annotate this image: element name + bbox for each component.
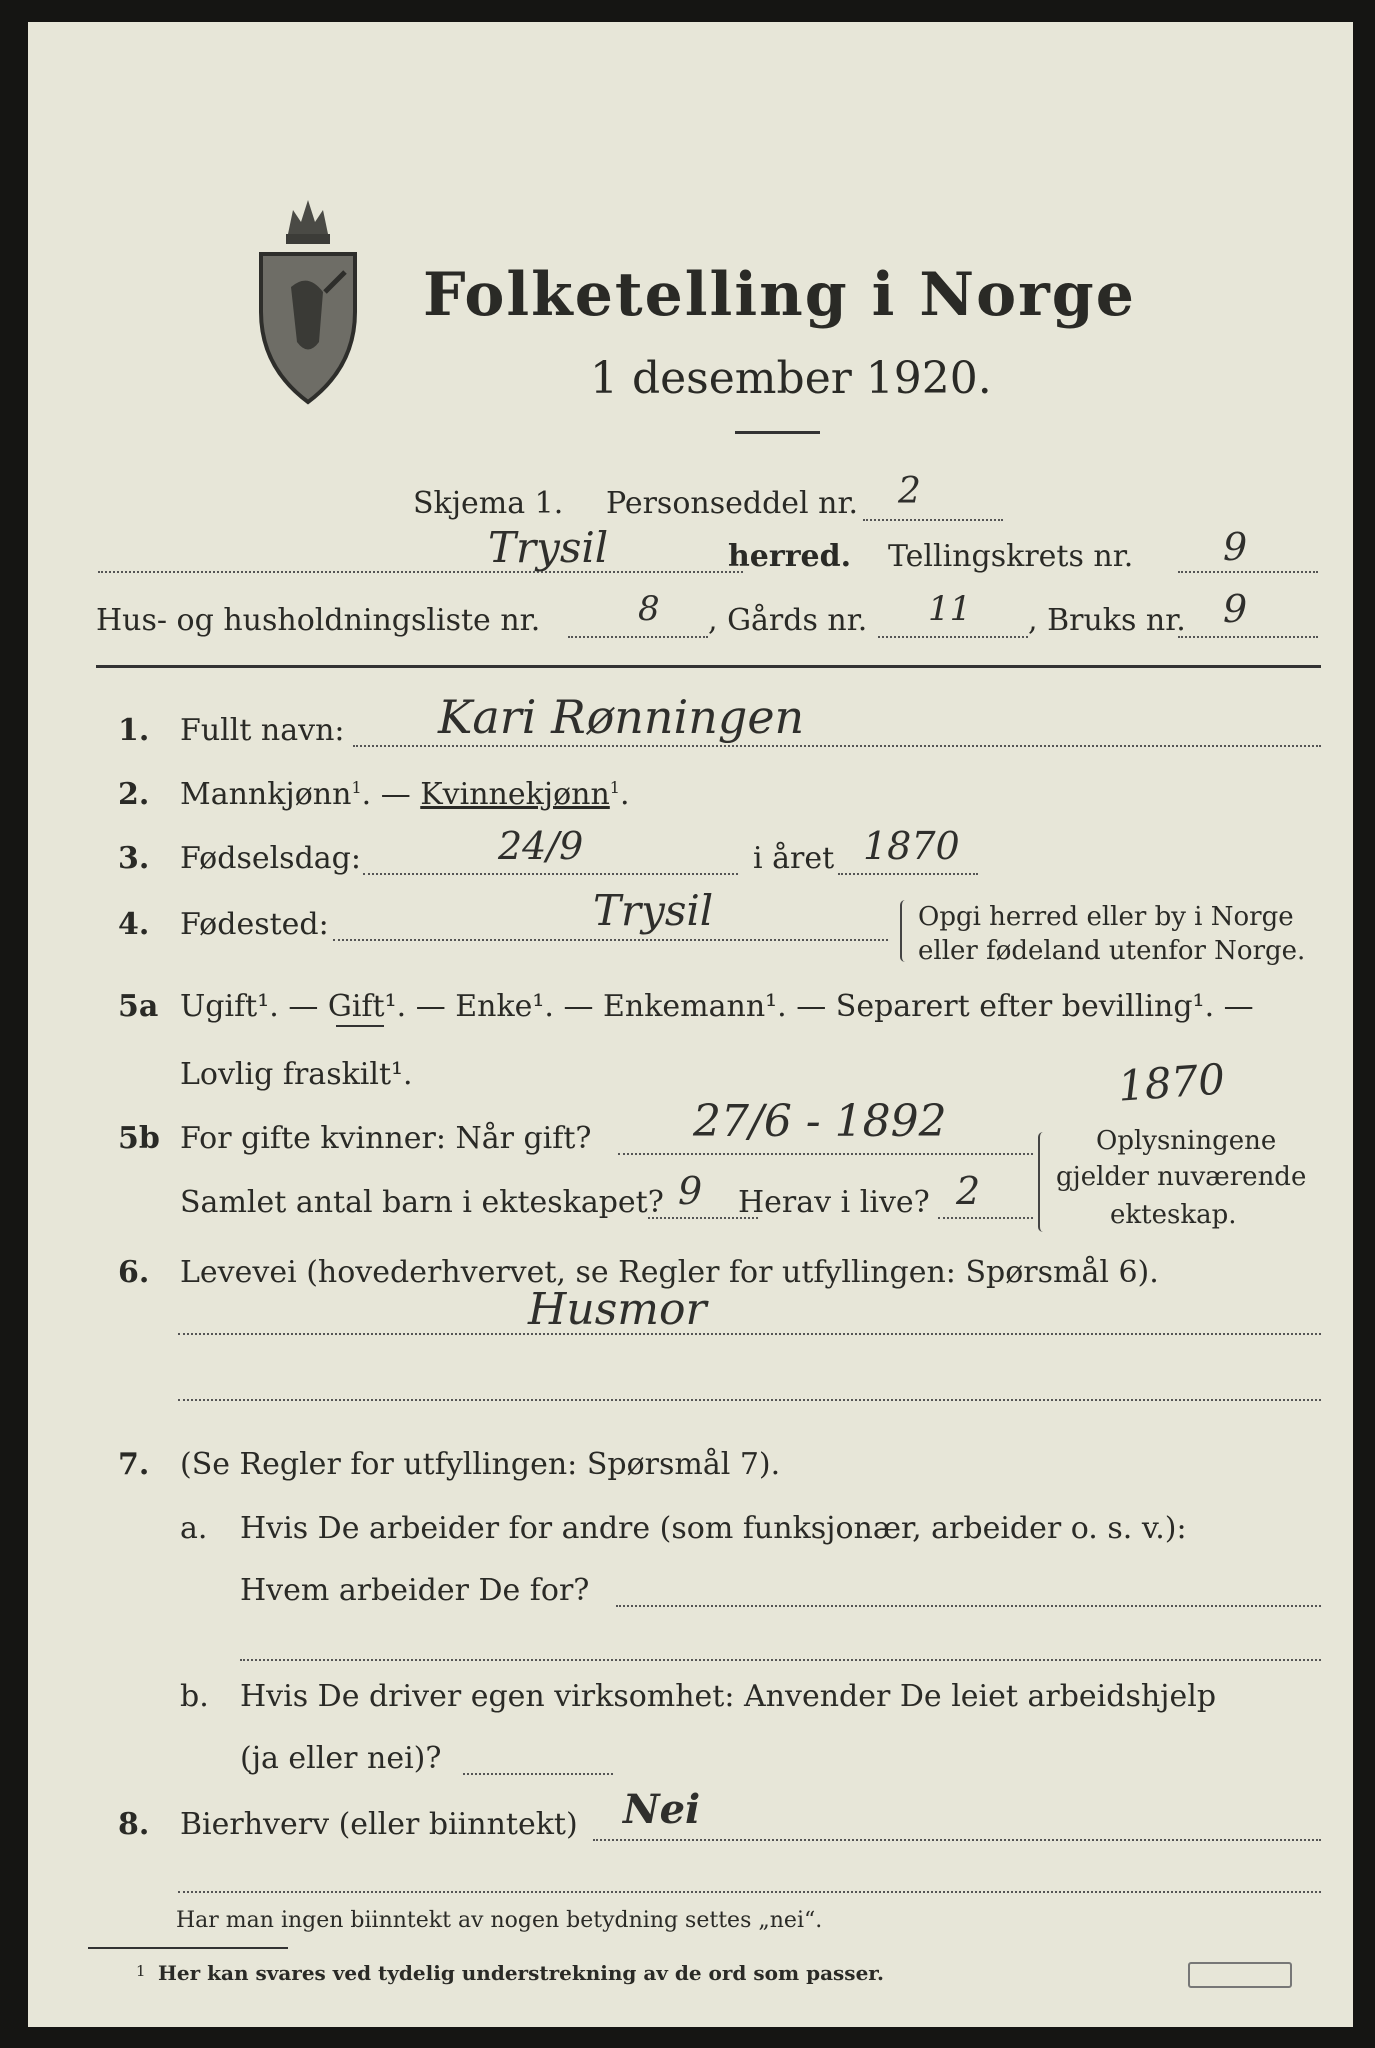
- husholdning-field-line: [568, 636, 708, 638]
- footnote-mark: 1: [136, 1962, 146, 1980]
- q2-end: .: [619, 777, 630, 812]
- q7b-line1: Hvis De driver egen virksomhet: Anvender De leiet arbeidshjelp: [240, 1679, 1217, 1714]
- q6-number: 6.: [118, 1255, 150, 1290]
- q8-field-line: [593, 1839, 1321, 1841]
- bruks-value: 9: [1223, 587, 1248, 631]
- q7-number: 7.: [118, 1447, 150, 1482]
- gards-label: , Gårds nr.: [708, 603, 868, 638]
- q5a-gift-underline: [336, 1025, 384, 1027]
- q8-field-line-2: [178, 1891, 1321, 1893]
- q2-mannkjonn: Mannkjønn: [180, 777, 352, 812]
- form-date: 1 desember 1920.: [590, 353, 992, 404]
- gards-field-line: [878, 636, 1028, 638]
- q3-year-field-line: [838, 873, 978, 875]
- q4-note-line1: Opgi herred eller by i Norge: [918, 902, 1294, 932]
- q5a-options-line2: Lovlig fraskilt¹.: [180, 1057, 413, 1092]
- q8-side-income-value: Nei: [623, 1786, 701, 1833]
- tellingskrets-value: 9: [1223, 525, 1248, 569]
- q6-field-line-2: [178, 1399, 1321, 1401]
- q6-occupation-value: Husmor: [528, 1284, 707, 1335]
- q4-label: Fødested:: [180, 907, 329, 942]
- bruks-field-line: [1178, 636, 1318, 638]
- q7a-line2: Hvem arbeider De for?: [240, 1573, 590, 1608]
- personseddel-field-line: [863, 519, 1003, 521]
- q2-footnote-mark-a: 1: [351, 778, 362, 797]
- q5b-children-value: 9: [678, 1169, 703, 1213]
- printer-stamp: [1188, 1962, 1292, 1988]
- q1-full-name-value: Kari Rønningen: [438, 690, 805, 744]
- herred-label: herred.: [728, 539, 852, 574]
- q6-field-line-1: [178, 1333, 1321, 1335]
- herred-field-line: [98, 571, 743, 573]
- q6-label: Levevei (hovederhvervet, se Regler for utfyllingen: Spørsmål 6).: [180, 1255, 1159, 1290]
- tellingskrets-field-line: [1178, 571, 1318, 573]
- q4-birthplace-value: Trysil: [593, 886, 714, 935]
- q5b-note-line2: gjelder nuværende: [1056, 1162, 1307, 1192]
- q3-year-label: i året: [753, 841, 835, 876]
- q2-kvinnekjonn: Kvinnekjønn: [420, 777, 610, 812]
- q5b-alive-label: Herav i live?: [738, 1185, 930, 1220]
- q3-number: 3.: [118, 841, 150, 876]
- q4-note-brace: [900, 900, 910, 962]
- q4-number: 4.: [118, 907, 150, 942]
- q7b-line2: (ja eller nei)?: [240, 1741, 442, 1776]
- q5b-when-married-label: For gifte kvinner: Når gift?: [180, 1121, 592, 1156]
- q3-year-value: 1870: [863, 824, 960, 868]
- q3-field-line: [363, 873, 738, 875]
- q5b-note-line1: Oplysningene: [1096, 1126, 1277, 1156]
- q5b-when-field-line: [618, 1153, 1033, 1155]
- q1-number: 1.: [118, 713, 150, 748]
- skjema-label: Skjema 1.: [413, 486, 564, 521]
- q5b-alive-field-line: [938, 1217, 1033, 1219]
- q5b-when-married-value: 27/6 - 1892: [693, 1096, 947, 1147]
- q5a-margin-note: 1870: [1116, 1054, 1227, 1111]
- q7b-field-line: [463, 1773, 613, 1775]
- q5b-note-line3: ekteskap.: [1110, 1200, 1237, 1230]
- q4-field-line: [333, 939, 888, 941]
- form-title: Folketelling i Norge: [423, 260, 1136, 330]
- header-divider: [96, 665, 1321, 668]
- coat-of-arms-emblem: [253, 192, 363, 412]
- q1-label: Fullt navn:: [180, 713, 345, 748]
- q7b-letter: b.: [180, 1679, 209, 1714]
- footnote-divider: [88, 1947, 288, 1949]
- q8-label: Bierhverv (eller biinntekt): [180, 1807, 578, 1842]
- q7-label: (Se Regler for utfyllingen: Spørsmål 7).: [180, 1447, 781, 1482]
- q5b-number: 5b: [118, 1121, 160, 1156]
- tellingskrets-label: Tellingskrets nr.: [888, 539, 1134, 574]
- q1-field-line: [353, 745, 1321, 747]
- personseddel-value: 2: [898, 471, 921, 512]
- title-divider: [735, 431, 820, 434]
- q5b-children-label: Samlet antal barn i ekteskapet?: [180, 1185, 664, 1220]
- q2-separator: . —: [361, 777, 411, 812]
- personseddel-label: Personseddel nr.: [606, 486, 859, 521]
- q5b-note-brace: [1038, 1132, 1048, 1232]
- q2-footnote-mark-b: 1: [609, 778, 620, 797]
- q2-options: [180, 777, 630, 812]
- q3-label: Fødselsdag:: [180, 841, 361, 876]
- q5b-alive-value: 2: [956, 1169, 981, 1213]
- census-form-sheet: [28, 22, 1353, 2027]
- footnote-text: Her kan svares ved tydelig understrekning av de ord som passer.: [158, 1961, 884, 1985]
- q3-birthdate-value: 24/9: [498, 824, 584, 868]
- q5a-number: 5a: [118, 989, 159, 1024]
- bruks-label: , Bruks nr.: [1028, 603, 1186, 638]
- husholdning-value: 8: [638, 589, 660, 629]
- q8-number: 8.: [118, 1807, 150, 1842]
- q7a-letter: a.: [180, 1511, 208, 1546]
- husholdning-label: Hus- og husholdningsliste nr.: [96, 603, 541, 638]
- herred-value: Trysil: [488, 523, 609, 572]
- footer-note: Har man ingen biinntekt av nogen betydning settes „nei“.: [176, 1908, 823, 1933]
- q5a-options-line1: Ugift¹. — Gift¹. — Enke¹. — Enkemann¹. — Separert efter bevilling¹. —: [180, 989, 1254, 1024]
- q4-note-line2: eller fødeland utenfor Norge.: [918, 936, 1306, 966]
- q7a-line1: Hvis De arbeider for andre (som funksjonær, arbeider o. s. v.):: [240, 1511, 1187, 1546]
- q7a-field-line-2: [240, 1659, 1321, 1661]
- q2-number: 2.: [118, 777, 150, 812]
- q7a-field-line-1: [616, 1605, 1321, 1607]
- gards-value: 11: [928, 589, 972, 629]
